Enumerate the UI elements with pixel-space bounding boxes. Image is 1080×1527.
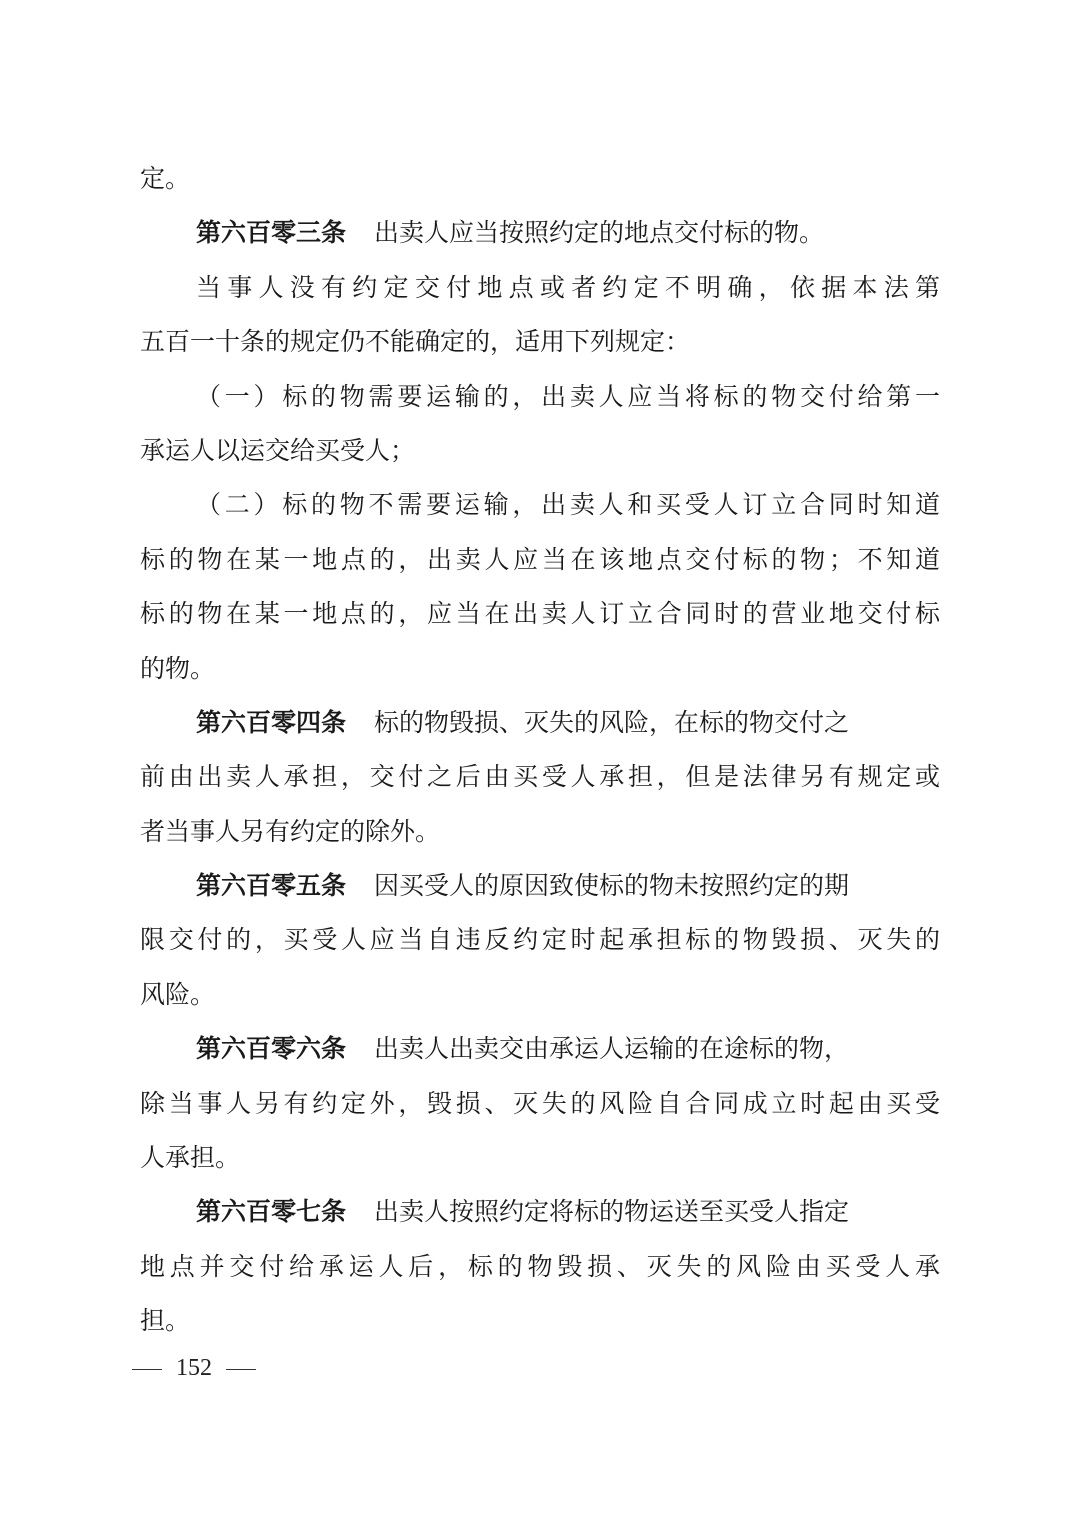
line-text: 出卖人出卖交由承运人运输的在途标的物， [374,1034,850,1064]
article-heading: 第六百零七条 [196,1197,347,1227]
line-text: 标的物毁损、灭失的风险，在标的物交付之 [374,707,850,737]
text-line [140,1240,940,1294]
line-text: 者当事人另有约定的除外。 [140,816,441,846]
text-line [140,1131,940,1185]
right-dash [226,1369,256,1370]
text-line [140,370,940,424]
text-line [140,315,940,369]
line-text: 除当事人另有约定外，毁损、灭失的风险自合同成立时起由买受 [140,1088,940,1118]
line-text: 前由出卖人承担，交付之后由买受人承担，但是法律另有规定或 [140,762,940,792]
text-line [140,1294,940,1348]
text-line [140,750,940,804]
body-text [140,152,940,1349]
text-line [140,805,940,859]
text-line [140,1077,940,1131]
page-footer [132,1350,256,1386]
line-text: 标的物在某一地点的，出卖人应当在该地点交付标的物；不知道 [140,544,940,574]
page-number: 152 [176,1355,212,1381]
article-line [140,206,940,260]
article-heading: 第六百零五条 [196,871,347,901]
article-line [140,859,940,913]
text-line [140,478,940,532]
line-text: 因买受人的原因致使标的物未按照约定的期 [374,871,850,901]
article-line [140,696,940,750]
line-text: 限交付的，买受人应当自违反约定时起承担标的物毁损、灭失的 [140,925,940,955]
text-line [140,913,940,967]
line-text: 地点并交付给承运人后，标的物毁损、灭失的风险由买受人承 [140,1251,940,1281]
line-text: 人承担。 [140,1143,241,1173]
left-dash [132,1369,162,1370]
line-text: 担。 [140,1306,191,1336]
line-text: 出卖人应当按照约定的地点交付标的物。 [374,218,825,248]
article-heading: 第六百零六条 [196,1034,347,1064]
text-line [140,968,940,1022]
line-text: 五百一十条的规定仍不能确定的，适用下列规定： [140,327,691,357]
text-line [140,533,940,587]
article-heading: 第六百零四条 [196,707,347,737]
line-text: （二）标的物不需要运输，出卖人和买受人订立合同时知道 [196,490,940,520]
line-text: 承运人以运交给买受人； [140,435,416,465]
article-line [140,1022,940,1076]
text-line [140,261,940,315]
text-line [140,587,940,641]
line-text: 当事人没有约定交付地点或者约定不明确，依据本法第 [196,272,940,302]
line-text: 出卖人按照约定将标的物运送至买受人指定 [374,1197,850,1227]
line-text: 的物。 [140,653,216,683]
text-line [140,424,940,478]
line-text: 风险。 [140,979,216,1009]
line-text: 定。 [140,164,191,193]
text-line [140,642,940,696]
line-text: 标的物在某一地点的，应当在出卖人订立合同时的营业地交付标 [140,599,940,629]
line-text: （一）标的物需要运输的，出卖人应当将标的物交付给第一 [196,381,940,411]
article-line [140,1185,940,1239]
article-heading: 第六百零三条 [196,218,347,248]
text-line [140,152,940,206]
